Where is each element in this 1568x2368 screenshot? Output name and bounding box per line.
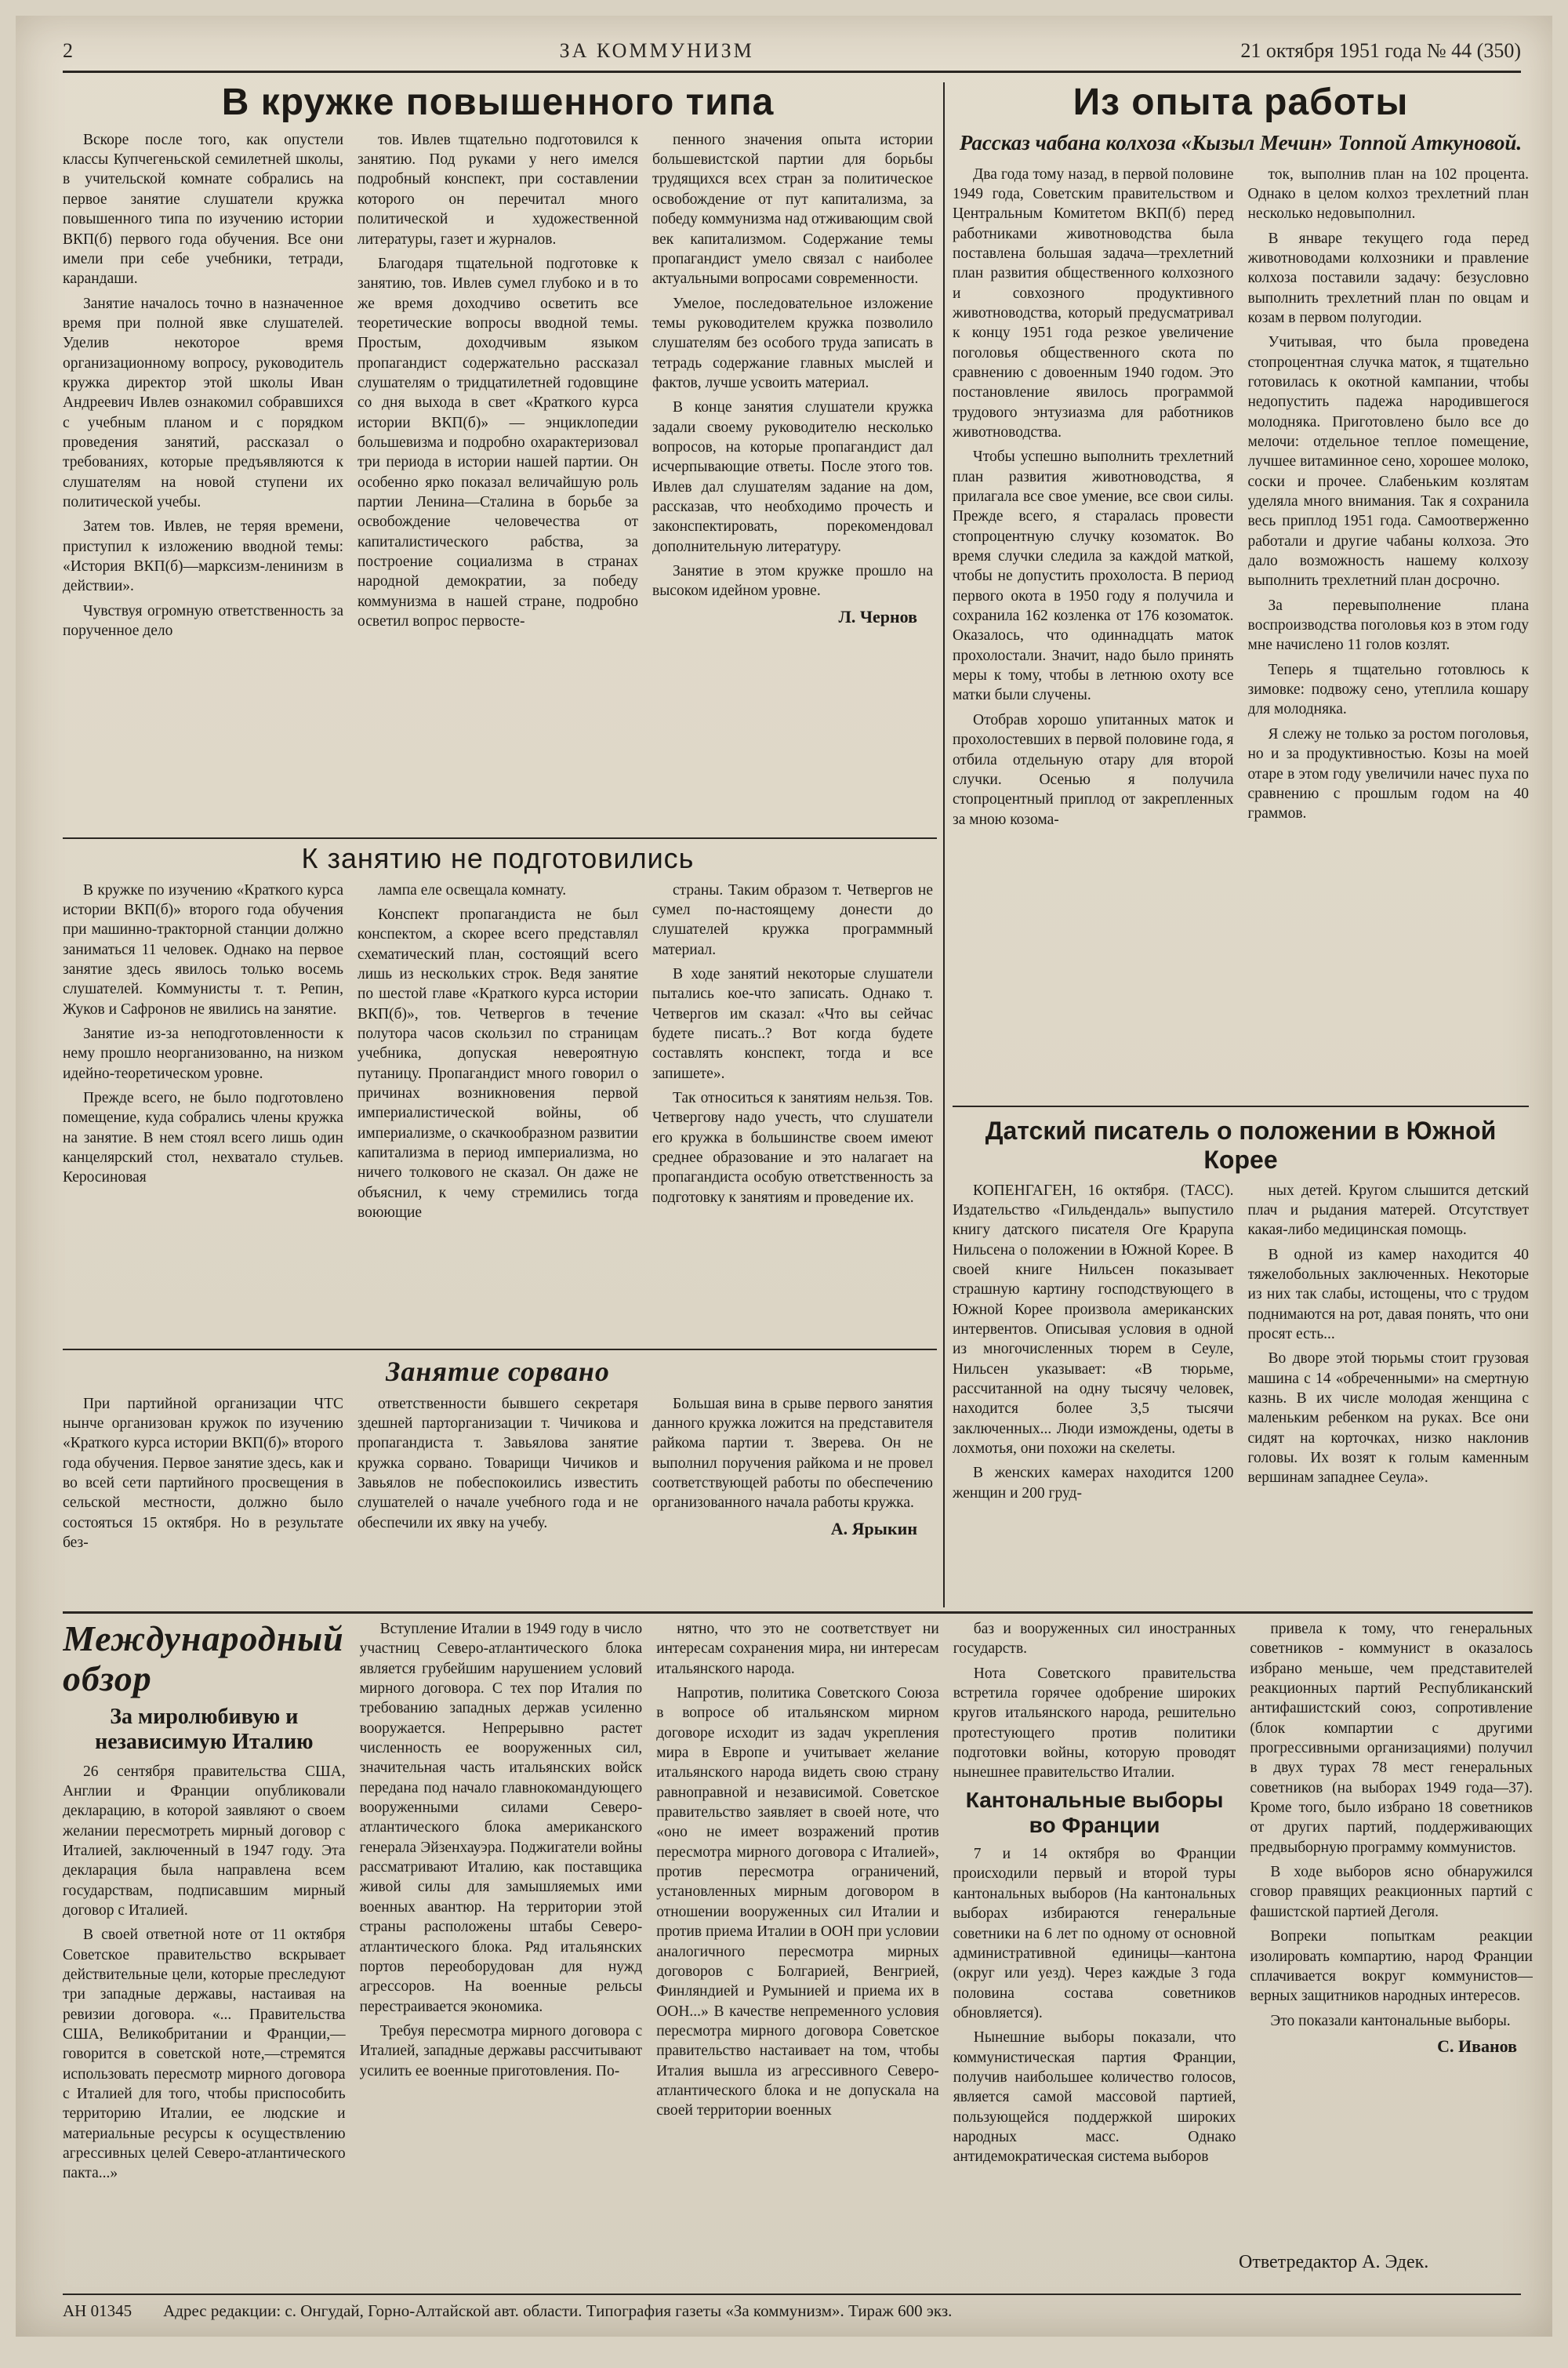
footer-code: АН 01345 — [63, 2301, 132, 2320]
masthead — [63, 31, 1521, 73]
article-study-circle — [63, 82, 933, 835]
article-work-experience — [953, 82, 1529, 1102]
article-title: Международный обзор — [63, 1619, 344, 1698]
article-subheading: За миролюбивую и независимую Италию — [95, 1705, 314, 1755]
newspaper-page — [16, 16, 1552, 2337]
article-danish-writer — [953, 1113, 1529, 1607]
article-column: нятно, что это не соответствует ни интересам сохранения мира, ни интересам итальянского народа. Напротив, политика Советского Союза в вопросе об итальянском мирном договоре исходит из задач укрепления мира в Европе и учитывает желание итальянского народа видеть свою страну равноправной и независимой. Советское правительство заявляет в своей ноте, что «оно не имеет возражений против пересмотра мирного договора с Италией», против пересмотра ограничений, установленных мирным договором в отношении вооруженных сил Италии и против приема Италии в ООН при условии аналогичного пересмотра мирных договоров с Болгарией, Венгрией, Финляндией и Румынией и приема их в ООН...» В качестве непременного условия пересмотра мирного договора Советское правительство настаивает на том, чтобы Италия вышла из агрессивного Северо-атлантического блока и не допускала на своей территории военных — [656, 1621, 939, 2119]
article-column: ных детей. Кругом слышится детский плач и рыдания матерей. Отсутствует какая-либо медицинская помощь. В одной из камер находится 40 тяжелобольных заключенных. Некоторые из них так слабы, истощены, что с трудом поднимаются на рот, давая понять, что они просят есть... Во дворе этой тюрьмы стоит грузовая машина с 14 «обреченными» на смертную казнь. В их числе молодая женщина с маленьким ребенком на руках. Все они сидят на корточках, низко наклонив головы. Их возят к голым каменным вершинам западнее Сеула». — [1247, 1182, 1529, 1487]
author-signature: С. Иванов — [1437, 2036, 1517, 2056]
section-rule — [953, 1106, 1529, 1107]
section-rule — [63, 1611, 1533, 1614]
article-column: тов. Ивлев тщательно подготовился к занятию. Под руками у него имелся подробный конспект, при составлении которого он перечитал много политической и художественной литературы, газет и журналов. Благодаря тщательной подготовке к занятию, тов. Ивлев сумел глубоко и в то же время доходчиво осветить все теоретические вопросы вводной темы. Простым, доходчивым языком пропагандист содержательно рассказал слушателям о тридцатилетней годовщине со дня выхода в свет «Краткого курса истории ВКП(б)» — энциклопедии большевизма и подробно охарактеризовал три периода в истории нашей партии. Он особенно ярко показал величайшую роль партии Ленина—Сталина в борьбе за освобождение человечества от капиталистического рабства, за построение социализма в странах народной демократии, за победу коммунизма в нашей стране, подробно осветил вопрос первосте- — [358, 131, 638, 630]
newspaper-name: ЗА КОММУНИЗМ — [559, 39, 754, 62]
article-class-disrupted — [63, 1357, 933, 1607]
article-column: КОПЕНГАГЕН, 16 октября. (ТАСС). Издательство «Гильдендаль» выпустило книгу датского писателя Оге Крарупа Нильсена о положении в Южной Корее. В своей книге Нильсен показывает страшную картину господствующего в Южной Корее произвола американских интервентов. Описывая условия в одной из многочисленных тюрем в Сеуле, Нильсен указывает: «В тюрьме, рассчитанной на одну тысячу человек, находится более 3,5 тысячи заключенных... Люди измождены, одеты в лохмотья, они похожи на скелеты. В женских камерах находится 1200 женщин и 200 груд- — [953, 1182, 1234, 1502]
footer-address: Адрес редакции: с. Онгудай, Горно-Алтайской авт. области. Типография газеты «За коммунизм». Тираж 600 экз. — [163, 2301, 953, 2320]
article-column: Вскоре после того, как опустели классы Купчегеньской семилетней школы, в учительской комнате собрались на первое занятие слушатели кружка повышенного типа по изучению истории ВКП(б) первого года обучения. Все они имели при себе учебники, тетради, карандаши. Занятие началось точно в назначенное время при полной явке слушателей. Уделив некоторое время организационному вопросу, руководитель кружка директор этой школы Иван Андреевич Ивлев ознакомил собравшихся с учебным планом и с порядком проведения занятий, рассказал о требованиях, которые предъявляются к слушателям на новой ступени их политической учебы. Затем тов. Ивлев, не теряя времени, приступил к изложению вводной темы: «История ВКП(б)—марксизм-ленинизм в действии». Чувствуя огромную ответственность за порученное дело — [63, 131, 343, 640]
article-title: Занятие сорвано — [386, 1357, 610, 1387]
author-signature: А. Ярыкин — [830, 1518, 917, 1538]
article-title: Датский писатель о положении в Южной Корее — [985, 1117, 1497, 1174]
article-column: привела к тому, что генеральных советников - коммунист в оказалось избрано меньше, чем представителей реакционных партий Республиканский антифашистский союз, сопротивление (блок компартии с другими прогрессивными организациями) получил в двух турах 78 мест генеральных советников (на выборах 1949 года—37). Кроме того, было избрано 18 советников от других партий, поддерживающих предвыборную программу коммунистов. В ходе выборов ясно обнаружился сговор правящих реакционных партий с фашистской партией Деголя. Вопреки попыткам реакции изолировать компартию, народ Франции сплачивается вокруг коммунистов—верных защитников народных интересов. Это показали кантональные выборы. С. Иванов — [1250, 1619, 1533, 2188]
article-title: В кружке повышенного типа — [221, 82, 775, 123]
article-column: ответственности бывшего секретаря здешней парторганизации т. Чичикова и пропагандиста т. Завьялова занятие кружка сорвано. Товарищи Чичиков и Завьялов не побеспокоились известить слушателей о начале учебного года и не обеспечили их явку на учебу. — [358, 1395, 638, 1531]
article-subtitle: Рассказ чабана колхоза «Кызыл Мечин» Топпой Аткуновой. — [959, 130, 1523, 154]
issue-date: 21 октября 1951 года № 44 (350) — [1240, 39, 1521, 62]
article-column: лампа еле освещала комнату. Конспект пропагандиста не был конспектом, а скорее всего представлял схематический план, состоящий всего лишь из нескольких строк. Ведя занятие по шестой главе «Краткого курса истории ВКП(б)», тов. Четвергов в течение полутора часов скользил по страницам учебника, допуская невероятную путаницу. Пропагандист много говорил о причинах возникновения первой империалистической войны, об империализме, о скачкообразном развитии капитализма в период империализма, но ничего толкового не сказал. Он даже не объяснил, к чему стремились тогда воюющие — [358, 881, 638, 1222]
article-column: Международный обзор За миролюбивую и независимую Италию 26 сентября правительства США, Англии и Франции опубликовали декларацию, в которой заявляют о своем желании пересмотреть мирный договор с Италией, заключенный в 1947 году. Эта декларация была направлена всем государствам, подписавшим мирный договор с Италией. В своей ответной ноте от 11 октября Советское правительство вскрывает действительные цели, которые преследуют три западные державы, настаивая на ревизии договора. «... Правительства США, Великобритании и Франции,—говорится в советской ноте,—стремятся использовать пересмотр мирного договора с Италией для того, чтобы приспособить территорию Италии, ее людские и материальные ресурсы к осуществлению агрессивных целей Северо-атлантического пакта...» — [63, 1619, 346, 2182]
author-signature: Л. Чернов — [838, 606, 917, 627]
article-column: Два года тому назад, в первой половине 1949 года, Советским правительством и Центральным Комитетом ВКП(б) перед работниками животноводства была поставлена большая задача—трехлетний план развития общественного колхозного и совхозного продуктивного животноводства, который предусматривал к концу 1951 года резкое увеличение поголовья общественного скота по сравнению с довоенным 1940 годом. Это постановление явилось программой трудового энтузиазма для работников животноводства. Чтобы успешно выполнить трехлетний план развития животноводства, я прилагала все свое умение, все свои силы. Прежде всего, я старалась провести стопроцентную случку козоматок. Во время случки следила за каждой маткой, чтобы не допустить прохолоста. В период первого окота в 1950 году я получила и сохранила 162 козленка от 176 козоматок. Оказалось, что одиннадцать маток прохолостали. Значит, надо было принять меры к тому, чтобы в летнюю охоту все матки были случены. Отобрав хорошо упитанных маток и прохолостевших в первой половине года, я отбила отдельную отару для второй случки. Осенью я получила стопроцентный приплод от закрепленных за мною козома- — [953, 165, 1234, 828]
article-column: страны. Таким образом т. Четвергов не сумел по-настоящему донести до слушателей кружка программный материал. В ходе занятий некоторые слушатели пытались кое-что записать. Однако т. Четвергов им сказал: «Что вы сейчас будете писать..? Вот когда будете составлять конспект, тогда и все запишете». Так относиться к занятиям нельзя. Тов. Четвергову надо учесть, что слушатели его кружка в большинстве своем имеют среднее образование и это налагает на пропагандиста особую ответственность за подготовку к занятиям и проведение их. — [652, 881, 933, 1206]
article-title: К занятию не подготовились — [301, 843, 695, 874]
column-divider — [943, 82, 945, 1607]
article-column: ток, выполнив план на 102 процента. Однако в целом колхоз трехлетний план несколько недовыполнил. В январе текущего года перед животноводами колхозники и правление колхоза поставили задачу: безусловно выполнить трехлетний план по овцам и козам в первом полугодии. Учитывая, что была проведена стопроцентная случка маток, я тщательно готовилась к окотной кампании, чтобы недопустить падежа народившегося молодняка. Приготовлено было все до мелочи: отдельное теплое помещение, лучшее витаминное сено, хорошее молоко, соски и прочее. Слабеньким козлятам уделяла много внимания. Так я сохранила весь приплод 1951 года. Самоотверженно работали и другие чабаны колхоза. Это дало возможность нашему колхозу выполнить трехлетний план досрочно. За перевыполнение плана воспроизводства поголовья коз в этом году мне начислено 11 голов козлят. Теперь я тщательно готовлюсь к зимовке: подвожу сено, утеплила кошару для молодняка. Я слежу не только за ростом поголовья, но и за продуктивностью. Козы на моей отаре в этом году увеличили начес пуха по сравнению с прошлым годом на 40 граммов. — [1247, 165, 1529, 823]
article-not-prepared — [63, 843, 933, 1345]
article-column: Большая вина в срыве первого занятия данного кружка ложится на представителя райкома партии т. Зверева. Он не выполнил поручения райкома и не провел соответствующей работы по обеспечению организованного начала работы кружка. А. Ярыкин — [652, 1394, 933, 1558]
article-column: В кружке по изучению «Краткого курса истории ВКП(б)» второго года обучения при машинно-тракторной станции должно заниматься 11 человек. Однако на первое занятие здесь явилось только восемь слушателей. Коммунисты т. т. Репин, Жуков и Сафронов не явились на занятие. Занятие из-за неподготовленности к нему прошло неорганизованно, на низком идейно-теоретическом уровне. Прежде всего, не было подготовлено помещение, куда собрались члены кружка на занятие. В нем стоял всего лишь один канцелярский стол, нехватало стульев. Керосиновая — [63, 881, 343, 1186]
article-column: баз и вооруженных сил иностранных государств. Нота Советского правительства встретила горячее одобрение широких кругов итальянского народа, решительно протестующего против политики подготовки войны, которую проводят нынешнее правительство Италии. Кантональные выборы во Франции 7 и 14 октября во Франции происходили первый и второй туры кантональных выборов (На кантональных выборах избираются генеральные советники на 6 лет по одному от основной административной единицы—кантона (округ или уезд). Через каждые 3 года половина состава советников обновляется). Нынешние выборы показали, что коммунистическая партия Франции, получив наибольшее количество голосов, является самой массовой партией, пользующейся поддержкой широких народных масс. Однако антидемократическая система выборов — [953, 1621, 1236, 2166]
section-rule — [63, 1349, 937, 1350]
page-number: 2 — [63, 39, 73, 62]
article-column: При партийной организации ЧТС нынче организован кружок по изучению «Краткого курса истории ВКП(б)» второго года обучения. Первое занятие здесь, как и во всей сети партийного просвещения в сельской местности, должно было состояться 15 октября. Но в результате без- — [63, 1395, 343, 1551]
article-subheading: Кантональные выборы во Франции — [965, 1787, 1224, 1837]
page-footer — [63, 2294, 1521, 2326]
article-title: Из опыта работы — [1073, 82, 1409, 123]
editor-line: Ответредактор А. Эдек. — [1239, 2252, 1429, 2272]
article-international-review — [63, 1619, 1533, 2246]
article-column: Вступление Италии в 1949 году в число участниц Северо-атлантического блока является грубейшим нарушением условий мирного договора. С тех пор Италия по требованию западных держав усиленно вооружается. Непрерывно растет численность ее вооруженных сил, значительная часть итальянских войск передана под начало главнокомандующего вооруженными силами Северо-атлантического блока американского генерала Эйзенхауэра. Поджигатели войны рассматривают Италию, как поставщика живой силы для замышляемых ими военных авантюр. На территории этой страны расположены штабы Северо-атлантического блока. Ряд итальянских портов переоборудован для нужд агрессоров. На военные рельсы перестраивается экономика. Требуя пересмотра мирного договора с Италией, западные державы рассчитывают усилить ее военные приготовления. По- — [359, 1621, 643, 2079]
section-rule — [63, 837, 937, 839]
article-column: пенного значения опыта истории большевистской партии для борьбы трудящихся всех стран за политическое освобождение от пут капитализма, за победу коммунизма над отживающим свой век капитализмом. Содержание темы пропагандист умело связал с наиболее актуальными вопросами современности. Умелое, последовательное изложение темы руководителем кружка позволило слушателям без особого труда записать в тетрадь содержание главных мыслей и фактов, лучше усвоить материал. В конце занятия слушатели кружка задали своему руководителю несколько вопросов, на которые пропагандист дал исчерпывающие ответы. После этого тов. Ивлев дал слушателям задание на дом, рассказав, что необходимо прочесть и законспектировать, порекомендовал дополнительную литературу. Занятие в этом кружке прошло на высоком идейном уровне. Л. Чернов — [652, 130, 933, 646]
